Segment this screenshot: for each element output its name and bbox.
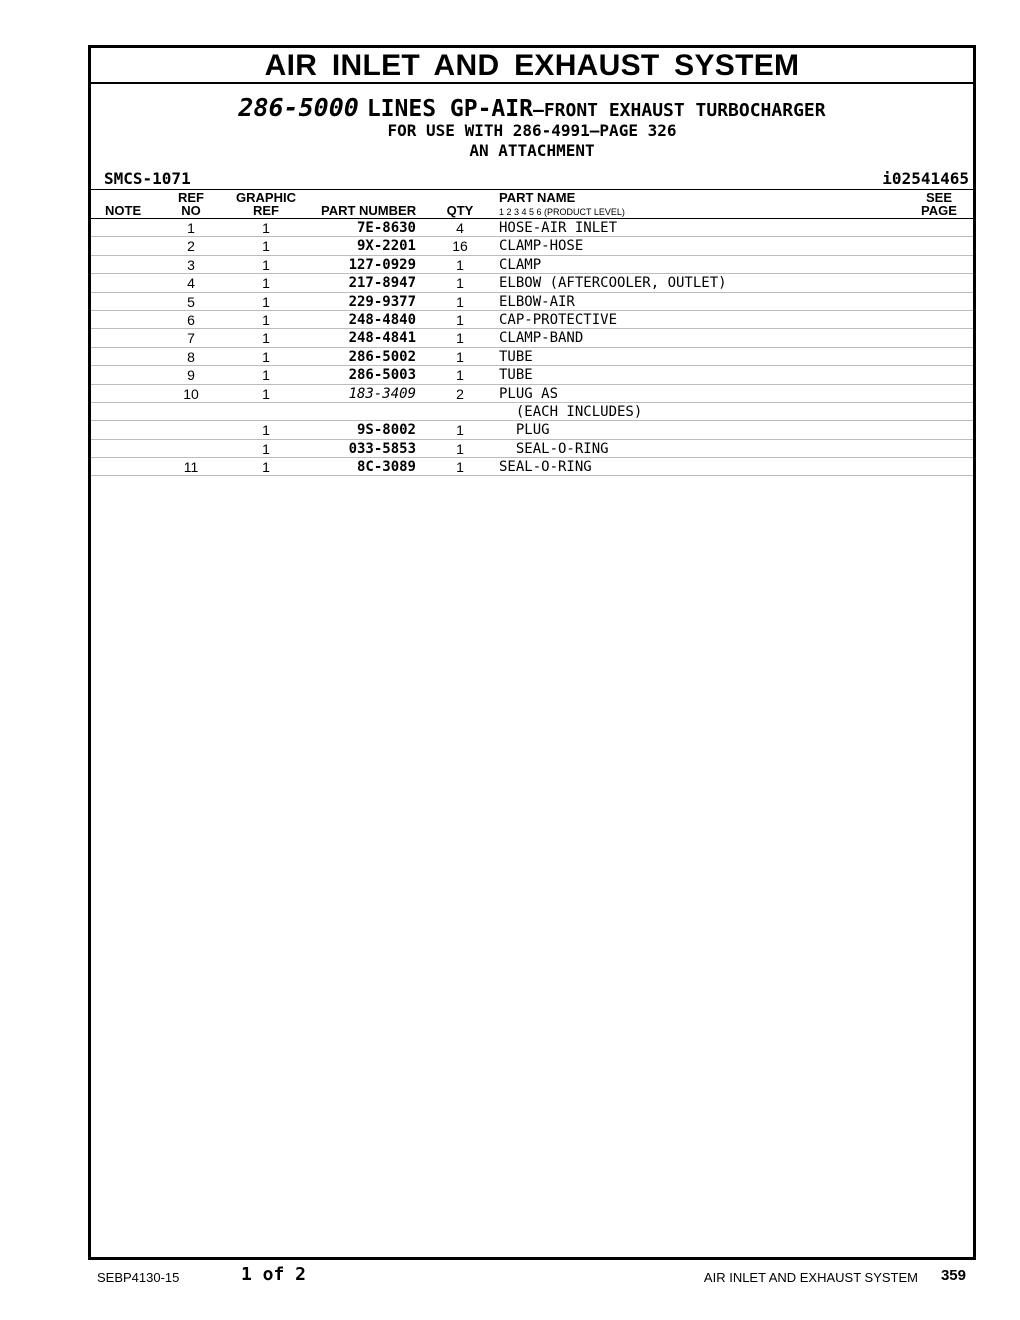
qty: 1: [456, 422, 464, 439]
part-name: ELBOW (AFTERCOOLER, OUTLET): [499, 275, 727, 292]
part-number-link[interactable]: 248-4841: [348, 330, 416, 347]
graphic-ref: 1: [262, 330, 270, 347]
page-footer: [0, 1262, 1020, 1292]
col-see-page: [919, 191, 959, 217]
part-name: SEAL-O-RING: [499, 440, 609, 457]
part-number-link[interactable]: 127-0929: [348, 256, 416, 273]
ref-no: 1: [187, 220, 195, 236]
col-note: NOTE: [105, 203, 142, 218]
part-name: TUBE: [499, 348, 533, 365]
ref-no: 10: [183, 385, 199, 402]
ref-no: 4: [187, 275, 195, 292]
attachment-note: AN ATTACHMENT: [469, 141, 595, 160]
ref-no: 2: [187, 238, 195, 255]
ref-no: 7: [187, 330, 195, 347]
part-number-link[interactable]: 286-5003: [348, 367, 416, 384]
table-row: [91, 440, 973, 458]
usage-note: FOR USE WITH 286-4991—PAGE 326: [387, 121, 677, 140]
table-row: [91, 293, 973, 311]
group-number[interactable]: 286-5000: [238, 93, 359, 122]
part-number-link[interactable]: 229-9377: [348, 293, 416, 310]
qty: 4: [456, 220, 464, 236]
ref-no: 6: [187, 311, 195, 328]
part-number-link[interactable]: 183-3409: [348, 385, 416, 402]
qty: 1: [456, 293, 464, 310]
graphic-ref: 1: [262, 367, 270, 384]
table-row: [91, 311, 973, 329]
col-qty: QTY: [446, 203, 474, 218]
part-name: (EACH INCLUDES): [499, 403, 643, 420]
table-row: [91, 366, 973, 384]
table-row: [91, 385, 973, 403]
footer-page-number: 359: [940, 1267, 966, 1284]
part-number-link[interactable]: 286-5002: [348, 348, 416, 365]
graphic-ref: 1: [262, 220, 270, 236]
part-number-link[interactable]: 9S-8002: [356, 422, 416, 439]
col-graphic-ref-line1: GRAPHIC: [236, 190, 296, 205]
part-name: TUBE: [499, 367, 533, 384]
page-frame: [88, 45, 976, 1260]
col-product-levels: 1 2 3 4 5 6 (PRODUCT LEVEL): [499, 207, 625, 217]
graphic-ref: 1: [262, 422, 270, 439]
table-row: [91, 274, 973, 292]
ref-no: 11: [183, 459, 199, 476]
group-name: LINES GP-AIR: [366, 96, 533, 122]
group-heading-line1: [91, 95, 973, 121]
qty: 1: [456, 459, 464, 476]
graphic-ref: 1: [262, 459, 270, 476]
col-ref-no-line2: NO: [181, 203, 201, 218]
parts-table: [91, 219, 973, 476]
part-number-link[interactable]: 217-8947: [348, 275, 416, 292]
qty: 1: [456, 256, 464, 273]
col-see-page-line2: PAGE: [921, 203, 957, 218]
part-number-link[interactable]: 8C-3089: [356, 459, 416, 476]
part-number-link[interactable]: 9X-2201: [356, 238, 416, 255]
qty: 1: [456, 367, 464, 384]
col-part-number: PART NUMBER: [321, 203, 417, 218]
part-name: CAP-PROTECTIVE: [499, 311, 618, 328]
part-name: CLAMP-BAND: [499, 330, 584, 347]
part-name: HOSE-AIR INLET: [499, 220, 618, 236]
qty: 1: [456, 311, 464, 328]
footer-doc-code: SEBP4130-15: [97, 1270, 180, 1285]
page-title: AIR INLET AND EXHAUST SYSTEM: [91, 48, 973, 84]
footer-page-of: 1 of 2: [241, 1264, 307, 1285]
part-number-link[interactable]: 248-4840: [348, 311, 416, 328]
ref-no: 9: [187, 367, 195, 384]
graphic-ref: 1: [262, 348, 270, 365]
graphic-ref: 1: [262, 311, 270, 328]
ref-no: 3: [187, 256, 195, 273]
table-row: [91, 329, 973, 347]
group-heading: [91, 95, 973, 161]
part-name: CLAMP: [499, 256, 542, 273]
smcs-code: SMCS-1071: [104, 169, 191, 188]
part-name: PLUG: [499, 422, 550, 439]
qty: 1: [456, 440, 464, 457]
graphic-ref: 1: [262, 440, 270, 457]
table-row: [91, 256, 973, 274]
part-name: CLAMP-HOSE: [499, 238, 584, 255]
part-number-link[interactable]: 033-5853: [348, 440, 416, 457]
part-number-link[interactable]: 7E-8630: [356, 220, 416, 236]
table-row: [91, 237, 973, 255]
qty: 16: [452, 238, 468, 255]
col-graphic-ref: [231, 191, 301, 217]
table-header: [91, 189, 973, 219]
qty: 2: [456, 385, 464, 402]
graphic-ref: 1: [262, 238, 270, 255]
part-name: ELBOW-AIR: [499, 293, 575, 310]
document-identifier: i02541465: [882, 169, 969, 188]
qty: 1: [456, 348, 464, 365]
col-ref-no: [171, 191, 211, 217]
table-row: [91, 421, 973, 439]
ref-no: 8: [187, 348, 195, 365]
graphic-ref: 1: [262, 385, 270, 402]
col-graphic-ref-line2: REF: [253, 203, 279, 218]
part-name: SEAL-O-RING: [499, 459, 592, 476]
smcs-row: [91, 165, 973, 189]
graphic-ref: 1: [262, 293, 270, 310]
col-ref-no-line1: REF: [178, 190, 204, 205]
table-row: [91, 219, 973, 237]
qty: 1: [456, 330, 464, 347]
table-row: [91, 348, 973, 366]
col-see-page-line1: SEE: [925, 190, 952, 205]
qty: 1: [456, 275, 464, 292]
graphic-ref: 1: [262, 275, 270, 292]
group-description: —FRONT EXHAUST TURBOCHARGER: [532, 100, 826, 121]
graphic-ref: 1: [262, 256, 270, 273]
col-part-name: PART NAME: [499, 190, 576, 205]
table-row: [91, 403, 973, 421]
part-name: PLUG AS: [499, 385, 559, 402]
ref-no: 5: [187, 293, 195, 310]
table-row: [91, 458, 973, 476]
footer-section: AIR INLET AND EXHAUST SYSTEM: [703, 1270, 918, 1285]
